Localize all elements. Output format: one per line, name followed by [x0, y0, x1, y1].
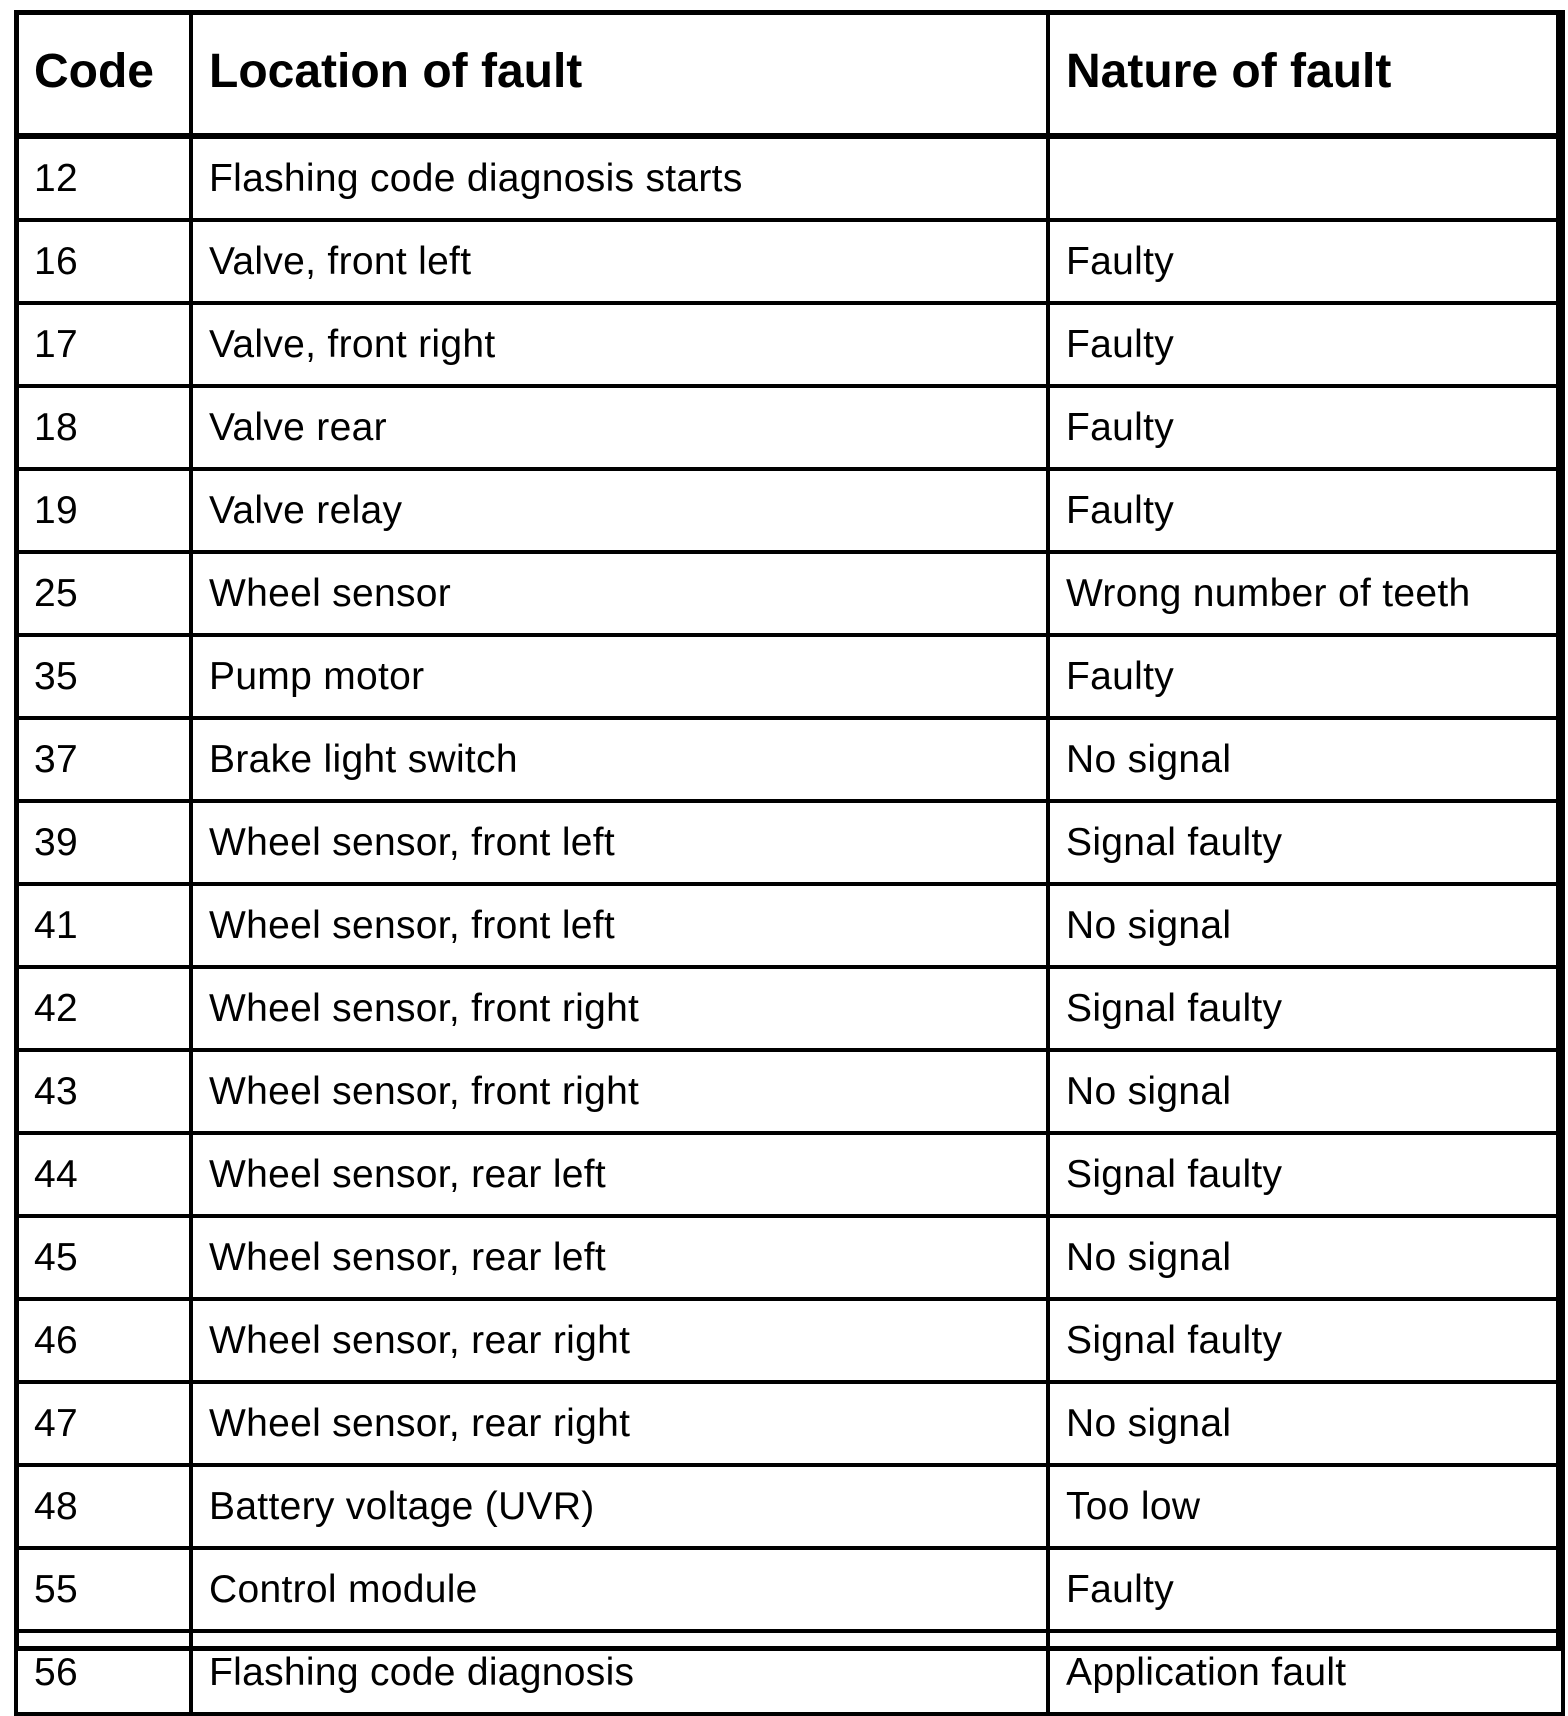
cell-nature: No signal	[1048, 1382, 1563, 1465]
cell-location: Battery voltage (UVR)	[191, 1465, 1048, 1548]
cell-location: Wheel sensor, rear right	[191, 1299, 1048, 1382]
cell-code: 41	[16, 884, 191, 967]
header-nature: Nature of fault	[1048, 12, 1563, 136]
cell-location: Wheel sensor, front left	[191, 884, 1048, 967]
header-location: Location of fault	[191, 12, 1048, 136]
cell-nature: Wrong number of teeth	[1048, 552, 1563, 635]
cell-code: 44	[16, 1133, 191, 1216]
cell-code: 25	[16, 552, 191, 635]
cell-nature: Faulty	[1048, 303, 1563, 386]
cell-nature: Faulty	[1048, 635, 1563, 718]
cell-location: Flashing code diagnosis starts	[191, 136, 1048, 220]
cell-nature: Signal faulty	[1048, 1299, 1563, 1382]
cell-location: Wheel sensor, front right	[191, 967, 1048, 1050]
cell-nature: No signal	[1048, 884, 1563, 967]
cell-nature: Faulty	[1048, 469, 1563, 552]
cell-location: Valve, front left	[191, 220, 1048, 303]
cell-location: Valve, front right	[191, 303, 1048, 386]
cell-nature: No signal	[1048, 718, 1563, 801]
cell-location: Wheel sensor, rear left	[191, 1133, 1048, 1216]
cell-code: 19	[16, 469, 191, 552]
cell-nature: Faulty	[1048, 1548, 1563, 1631]
cell-location: Brake light switch	[191, 718, 1048, 801]
cell-code: 16	[16, 220, 191, 303]
header-code: Code	[16, 12, 191, 136]
cell-code: 42	[16, 967, 191, 1050]
cell-location: Control module	[191, 1548, 1048, 1631]
cell-code: 55	[16, 1548, 191, 1631]
cell-code: 46	[16, 1299, 191, 1382]
cell-location: Wheel sensor, front left	[191, 801, 1048, 884]
cell-location: Valve relay	[191, 469, 1048, 552]
cell-code: 43	[16, 1050, 191, 1133]
cell-code: 17	[16, 303, 191, 386]
cell-location: Wheel sensor, front right	[191, 1050, 1048, 1133]
table-outer-border	[14, 10, 1561, 1651]
cell-location: Wheel sensor, rear right	[191, 1382, 1048, 1465]
cell-location: Pump motor	[191, 635, 1048, 718]
cell-code: 45	[16, 1216, 191, 1299]
cell-nature: Too low	[1048, 1465, 1563, 1548]
cell-nature: Application fault	[1048, 1631, 1563, 1714]
cell-nature: No signal	[1048, 1216, 1563, 1299]
cell-code: 48	[16, 1465, 191, 1548]
cell-code: 12	[16, 136, 191, 220]
cell-code: 37	[16, 718, 191, 801]
cell-code: 47	[16, 1382, 191, 1465]
cell-location: Wheel sensor, rear left	[191, 1216, 1048, 1299]
cell-nature: Faulty	[1048, 386, 1563, 469]
cell-nature: Faulty	[1048, 220, 1563, 303]
cell-location: Valve rear	[191, 386, 1048, 469]
cell-code: 18	[16, 386, 191, 469]
cell-nature: Signal faulty	[1048, 1133, 1563, 1216]
cell-location: Wheel sensor	[191, 552, 1048, 635]
cell-nature: No signal	[1048, 1050, 1563, 1133]
cell-nature: Signal faulty	[1048, 967, 1563, 1050]
cell-location: Flashing code diagnosis	[191, 1631, 1048, 1714]
cell-nature: Signal faulty	[1048, 801, 1563, 884]
cell-code: 39	[16, 801, 191, 884]
cell-code: 56	[16, 1631, 191, 1714]
cell-code: 35	[16, 635, 191, 718]
